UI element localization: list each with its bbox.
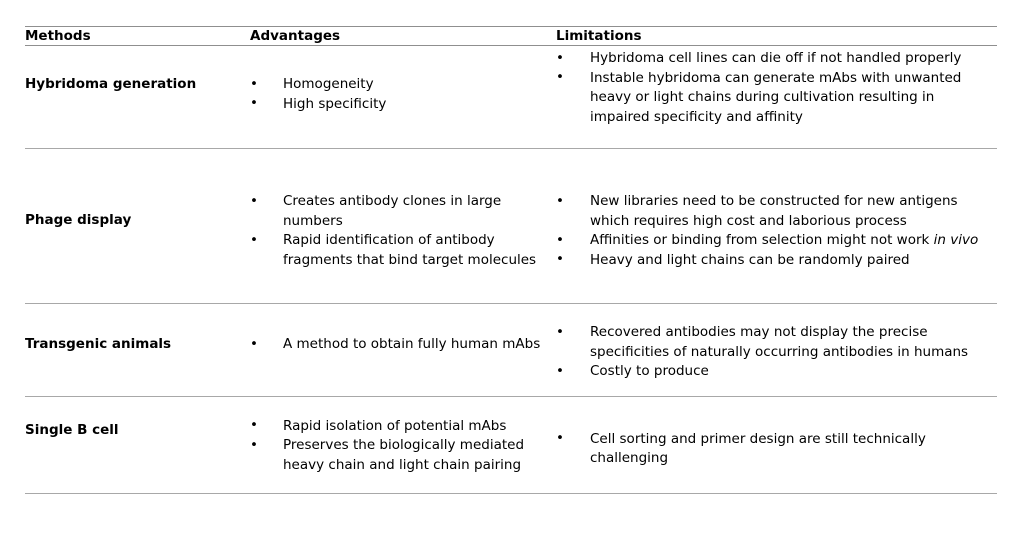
list-item: • Cell sorting and primer design are still technically challenging xyxy=(556,430,997,469)
column-header-methods: Methods xyxy=(25,28,91,44)
table-header-row xyxy=(25,27,997,45)
list-item: • Recovered antibodies may not display the precise specificities of naturally occurring antibodies in humans xyxy=(556,323,997,362)
row-spacer xyxy=(25,270,997,303)
method-name: Phage display xyxy=(25,212,132,228)
advantages-cell xyxy=(250,397,556,476)
list-item: • Preserves the biologically mediated heavy chain and light chain pairing xyxy=(250,436,556,475)
list-item: • Creates antibody clones in large numbers xyxy=(250,192,556,231)
advantages-list xyxy=(250,192,556,270)
method-name: Single B cell xyxy=(25,421,119,438)
list-item: • New libraries need to be constructed for new antigens which requires high cost and laborious process xyxy=(556,192,997,231)
limitations-list xyxy=(556,430,997,469)
list-item: • High specificity xyxy=(250,95,556,115)
limitations-cell xyxy=(556,304,997,382)
method-name: Transgenic animals xyxy=(25,336,172,352)
row-spacer xyxy=(25,475,997,493)
advantages-cell xyxy=(250,304,556,382)
list-item: • Instable hybridoma can generate mAbs with unwanted heavy or light chains during cultivation resulting in impaired specificity and affinity xyxy=(556,69,997,128)
table-row xyxy=(25,397,997,476)
list-item: • Homogeneity xyxy=(250,75,556,95)
column-header-limitations: Limitations xyxy=(556,28,642,44)
table-header-section xyxy=(25,27,997,45)
limitations-list xyxy=(556,192,997,270)
advantages-cell xyxy=(250,149,556,270)
row-spacer xyxy=(25,127,997,148)
limitations-list xyxy=(556,49,997,127)
list-item: • Heavy and light chains can be randomly paired xyxy=(556,251,997,271)
table-row xyxy=(25,304,997,382)
list-item: • Affinities or binding from selection might not work in vivo xyxy=(556,231,997,251)
method-name: Hybridoma generation xyxy=(25,76,197,92)
list-item: • Hybridoma cell lines can die off if not handled properly xyxy=(556,49,997,69)
row-spacer xyxy=(25,382,997,396)
limitations-cell xyxy=(556,149,997,270)
table-row xyxy=(25,46,997,127)
list-item: • A method to obtain fully human mAbs xyxy=(250,335,556,355)
advantages-list xyxy=(250,75,556,114)
limitations-cell xyxy=(556,397,997,476)
limitations-cell xyxy=(556,46,997,127)
list-item: • Rapid isolation of potential mAbs xyxy=(250,417,556,437)
advantages-list xyxy=(250,417,556,476)
table-bottom-border xyxy=(25,493,997,494)
list-item: • Costly to produce xyxy=(556,362,997,382)
column-header-advantages: Advantages xyxy=(250,28,341,44)
list-item: • Rapid identification of antibody fragments that bind target molecules xyxy=(250,231,556,270)
advantages-list xyxy=(250,335,556,355)
table-row xyxy=(25,149,997,270)
limitations-list xyxy=(556,323,997,382)
comparison-table xyxy=(25,26,997,494)
advantages-cell xyxy=(250,46,556,127)
